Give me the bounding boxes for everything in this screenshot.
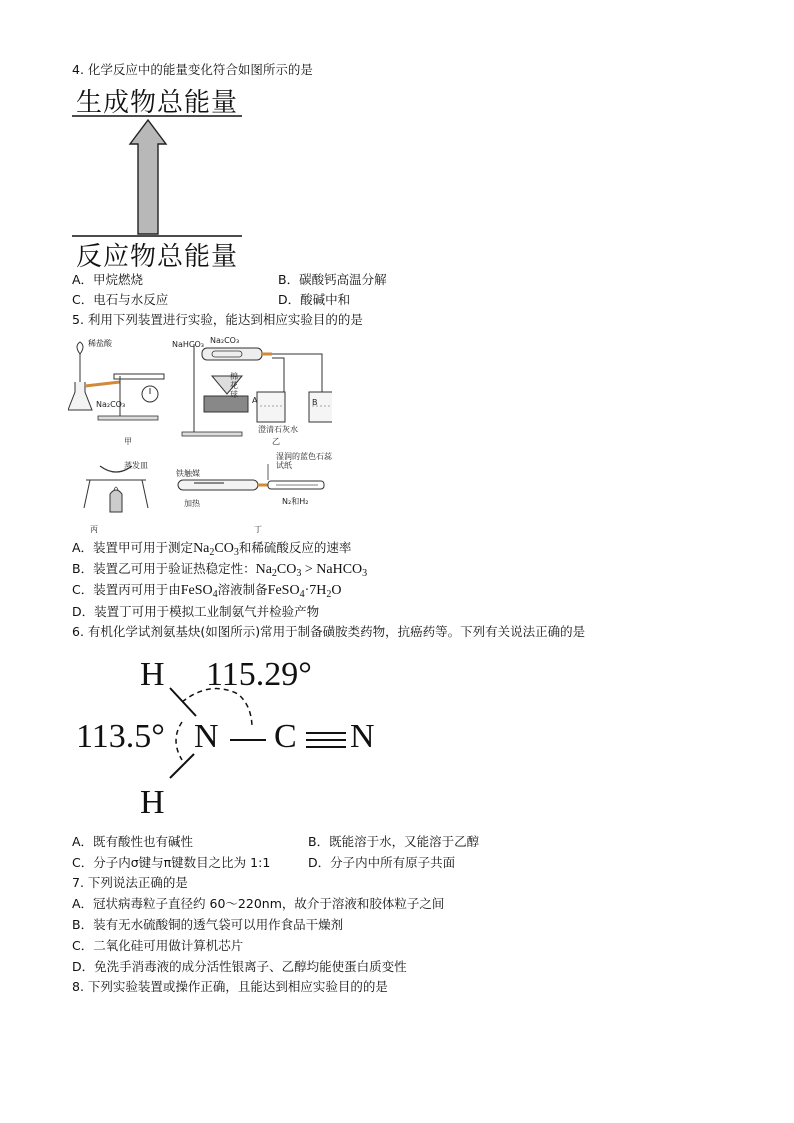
- apparatus-bing: [78, 456, 158, 536]
- q6-h-top: H: [140, 656, 165, 693]
- q5-option-a-pre: A．装置甲可用于测定: [72, 540, 194, 555]
- q5-option-a-chem: $Na_2CO_3$: [193, 541, 239, 558]
- q5-option-a-post: 和稀硫酸反应的速率: [238, 540, 352, 555]
- q5-option-c-chem1: FeSO$_4$: [180, 583, 218, 600]
- yi-limewater: 澄清石灰水: [258, 425, 298, 434]
- q5-option-d: D．装置丁可用于模拟工业制氨气并检验产物: [72, 604, 320, 619]
- jia-salt-label: Na₂CO₃: [96, 400, 126, 409]
- q4-option-a: A．甲烷燃烧: [72, 272, 144, 287]
- bing-caption: 丙: [90, 525, 98, 534]
- q5-option-c-mid: 溶液制备: [217, 582, 268, 597]
- ding-caption: 丁: [254, 525, 262, 534]
- q7-option-a: A．冠状病毒粒子直径约 60～220nm，故介于溶液和胶体粒子之间: [72, 896, 445, 911]
- q6-c: C: [274, 718, 297, 755]
- q4-option-c: C．电石与水反应: [72, 292, 169, 307]
- q5-option-b-pre: B．装置乙可用于验证热稳定性：: [72, 561, 256, 576]
- q6-structure: [70, 650, 390, 825]
- apparatus-jia: [68, 336, 173, 446]
- yi-bottle-a: A: [252, 396, 258, 405]
- q4-stem: 4. 化学反应中的能量变化符合如图所示的是: [72, 62, 313, 77]
- q6-n-right: N: [350, 718, 375, 755]
- q6-option-a: A．既有酸性也有碱性: [72, 834, 194, 849]
- q4-up-arrow: [130, 120, 166, 234]
- yi-reagent1: NaHCO₃: [172, 340, 204, 349]
- q7-stem: 7. 下列说法正确的是: [72, 875, 188, 890]
- ding-catalyst: 铁触媒: [176, 469, 200, 478]
- q4-top-label: 生成物总能量: [76, 88, 239, 118]
- jia-caption: 甲: [124, 437, 132, 446]
- q4-option-d: D．酸碱中和: [278, 292, 351, 307]
- q5-option-c: [72, 582, 341, 603]
- q6-option-b: B．既能溶于水，又能溶于乙醇: [308, 834, 480, 849]
- q4-bottom-label: 反应物总能量: [76, 242, 239, 272]
- ding-gas: N₂和H₂: [282, 497, 309, 506]
- q6-option-d: D．分子内中所有原子共面: [308, 855, 456, 870]
- yi-reagent2: Na₂CO₃: [210, 336, 240, 345]
- yi-bottle-b: B: [312, 398, 318, 407]
- q5-option-b: [72, 561, 367, 582]
- apparatus-ding: [172, 450, 332, 536]
- q6-stem: 6. 有机化学试剂氨基炔(如图所示)常用于制备磺胺类药物，抗癌药等。下列有关说法正确的是: [72, 624, 586, 639]
- ding-heat: 加热: [184, 499, 200, 508]
- ding-paper: 湿润的蓝色石蕊试纸: [276, 452, 332, 470]
- yi-caption: 乙: [272, 437, 280, 446]
- q6-h-bottom: H: [140, 784, 165, 821]
- apparatus-jia-svg: [68, 336, 173, 446]
- q5-option-a: [72, 540, 351, 561]
- q4-energy-diagram: [70, 80, 250, 270]
- q5-option-b-chem: $Na_2CO_3$ > NaHCO$_3$: [255, 562, 368, 579]
- q6-angle2: 113.5°: [76, 718, 165, 755]
- q4-option-b: B．碳酸钙高温分解: [278, 272, 387, 287]
- q7-option-c: C．二氧化硅可用做计算机芯片: [72, 938, 244, 953]
- yi-cotton: 棉花球: [230, 372, 238, 399]
- q5-option-c-chem2: $FeSO_4\cdot 7H_2O$: [267, 583, 342, 600]
- q7-option-d: D．免洗手消毒液的成分活性银离子、乙醇均能使蛋白质变性: [72, 959, 407, 974]
- bing-crucible: 蒸发皿: [124, 461, 148, 470]
- q6-n-left: N: [194, 718, 219, 755]
- q5-option-c-pre: C．装置丙可用于由: [72, 582, 181, 597]
- q6-option-c: C．分子内σ键与π键数目之比为 1:1: [72, 855, 271, 870]
- q7-option-b: B．装有无水硫酸铜的透气袋可以用作食品干燥剂: [72, 917, 344, 932]
- jia-acid-label: 稀盐酸: [88, 339, 112, 348]
- q5-stem: 5. 利用下列装置进行实验，能达到相应实验目的的是: [72, 312, 363, 327]
- apparatus-yi-svg: [172, 336, 332, 448]
- q8-stem: 8. 下列实验装置或操作正确，且能达到相应实验目的的是: [72, 979, 388, 994]
- q6-angle1: 115.29°: [206, 656, 312, 693]
- apparatus-yi: [172, 336, 332, 448]
